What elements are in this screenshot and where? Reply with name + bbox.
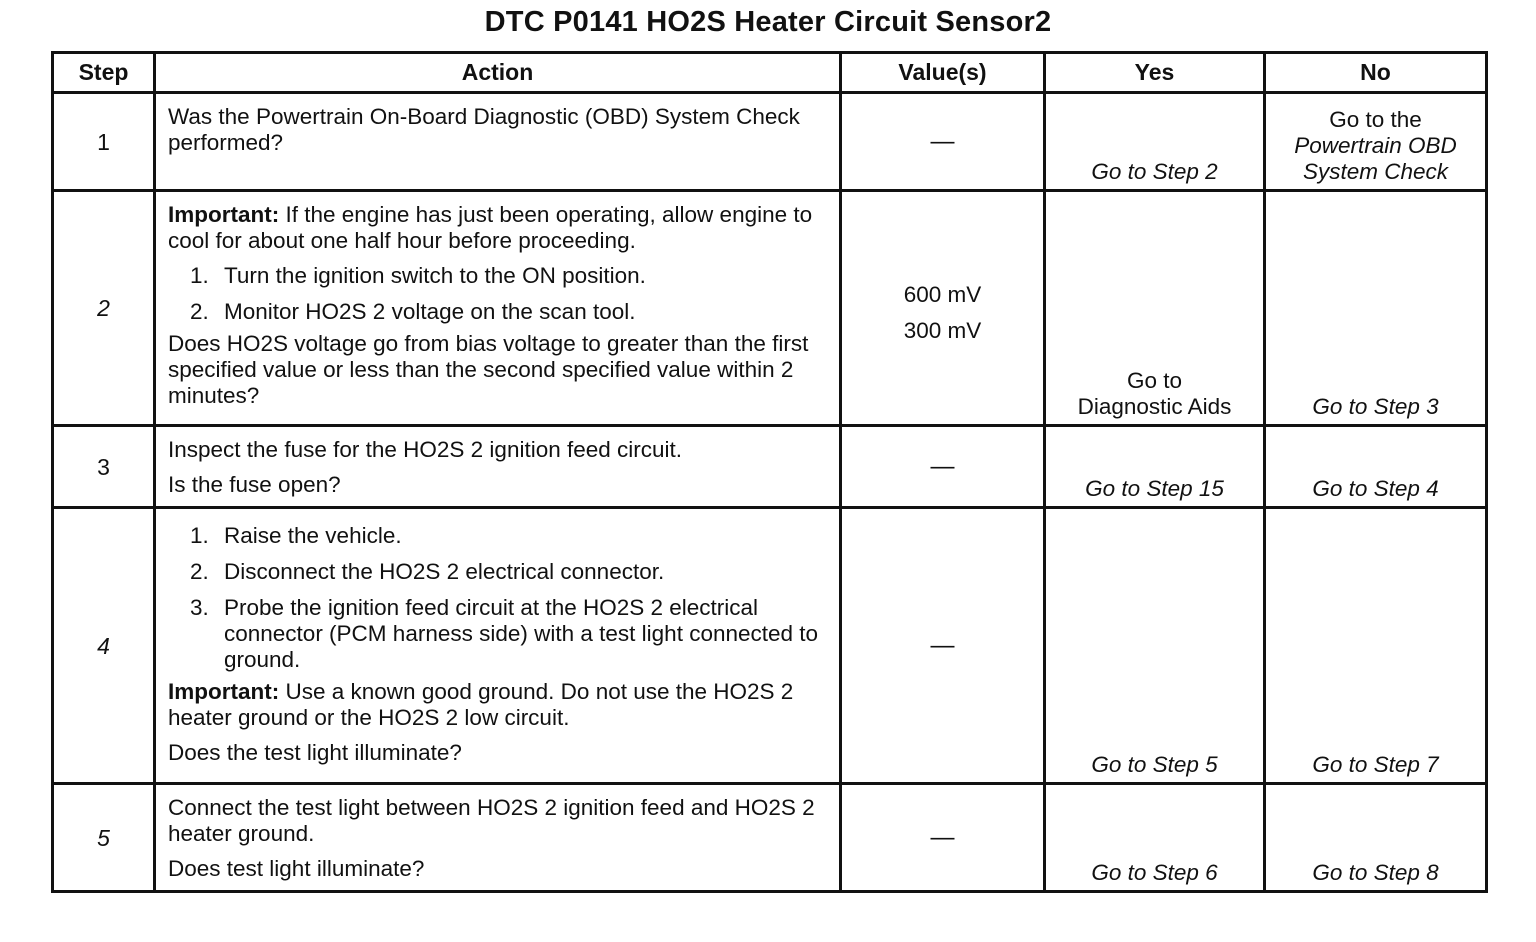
step-list <box>190 263 831 325</box>
no-cell <box>1265 93 1487 191</box>
no-goto: Go to Step 3 <box>1312 394 1439 419</box>
header-no: No <box>1265 53 1487 93</box>
action-cell <box>155 426 841 508</box>
step-number: 5 <box>53 784 155 892</box>
yes-cell <box>1045 93 1265 191</box>
yes-goto-target: Diagnostic Aids <box>1077 394 1232 419</box>
header-values: Value(s) <box>841 53 1045 93</box>
diagnostic-table <box>51 51 1488 893</box>
action-question: Does the test light illuminate? <box>168 740 462 765</box>
important-note <box>168 679 831 731</box>
step-number: 2 <box>53 191 155 426</box>
yes-cell <box>1045 426 1265 508</box>
value-1: 600 mV <box>903 282 982 307</box>
step-number: 1 <box>53 93 155 191</box>
action-text: Connect the test light between HO2S 2 ignition feed and HO2S 2 heater ground. <box>168 795 815 846</box>
header-row <box>53 53 1487 93</box>
important-text: Use a known good ground. Do not use the HO2S 2 heater ground or the HO2S 2 low circuit. <box>168 679 794 730</box>
yes-goto: Go to Step 5 <box>1091 752 1218 777</box>
no-cell <box>1265 426 1487 508</box>
no-goto: Go to Step 4 <box>1312 476 1439 501</box>
table-row <box>53 508 1487 784</box>
header-step: Step <box>53 53 155 93</box>
value-cell <box>841 191 1045 426</box>
step-number: 3 <box>53 426 155 508</box>
no-cell <box>1265 508 1487 784</box>
yes-goto-prefix: Go to <box>1126 368 1183 393</box>
list-item: 1. Turn the ignition switch to the ON position. <box>190 263 646 288</box>
yes-goto: Go to Step 15 <box>1085 476 1224 501</box>
action-cell <box>155 191 841 426</box>
no-goto: Go to Step 7 <box>1312 752 1439 777</box>
no-goto-prefix: Go to the <box>1329 107 1422 132</box>
yes-cell <box>1045 784 1265 892</box>
table-row <box>53 426 1487 508</box>
important-note <box>168 202 831 254</box>
value-cell <box>841 508 1045 784</box>
no-cell <box>1265 191 1487 426</box>
page-title: DTC P0141 HO2S Heater Circuit Sensor2 <box>484 6 1052 38</box>
action-question: Does HO2S voltage go from bias voltage to greater than the first specified value or less than the second specified value within 2 minutes? <box>168 331 809 408</box>
yes-goto: Go to Step 2 <box>1091 159 1218 184</box>
important-label: Important: <box>168 202 280 227</box>
value-cell <box>841 426 1045 508</box>
yes-cell <box>1045 191 1265 426</box>
action-question: Is the fuse open? <box>168 472 341 497</box>
header-action: Action <box>155 53 841 93</box>
value-cell <box>841 93 1045 191</box>
important-label: Important: <box>168 679 280 704</box>
list-item: 1. Raise the vehicle. <box>190 523 402 548</box>
list-item: 2. Disconnect the HO2S 2 electrical connector. <box>190 559 665 584</box>
action-cell <box>155 784 841 892</box>
action-question: Does test light illuminate? <box>168 856 425 881</box>
value-dash: — <box>930 127 955 155</box>
value-2: 300 mV <box>903 318 982 343</box>
yes-cell <box>1045 508 1265 784</box>
action-cell <box>155 93 841 191</box>
step-list <box>190 523 831 673</box>
action-text: Was the Powertrain On-Board Diagnostic (OBD) System Check performed? <box>168 104 800 155</box>
yes-goto: Go to Step 6 <box>1091 860 1218 885</box>
list-item: 2. Monitor HO2S 2 voltage on the scan tool. <box>190 299 636 324</box>
table-row <box>53 191 1487 426</box>
value-dash: — <box>930 452 955 480</box>
action-text: Inspect the fuse for the HO2S 2 ignition feed circuit. <box>168 437 683 462</box>
no-goto-target: Powertrain OBD System Check <box>1294 133 1457 184</box>
no-cell <box>1265 784 1487 892</box>
no-goto: Go to Step 8 <box>1312 860 1439 885</box>
value-cell <box>841 784 1045 892</box>
step-number: 4 <box>53 508 155 784</box>
action-cell <box>155 508 841 784</box>
value-dash: — <box>930 631 955 659</box>
table-row <box>53 93 1487 191</box>
list-item: 3. Probe the ignition feed circuit at the HO2S 2 electrical connector (PCM harness side) with a test light connected to ground. <box>190 595 819 672</box>
table-row <box>53 784 1487 892</box>
value-dash: — <box>930 823 955 851</box>
header-yes: Yes <box>1045 53 1265 93</box>
important-text: If the engine has just been operating, allow engine to cool for about one half hour before proceeding. <box>168 202 813 253</box>
